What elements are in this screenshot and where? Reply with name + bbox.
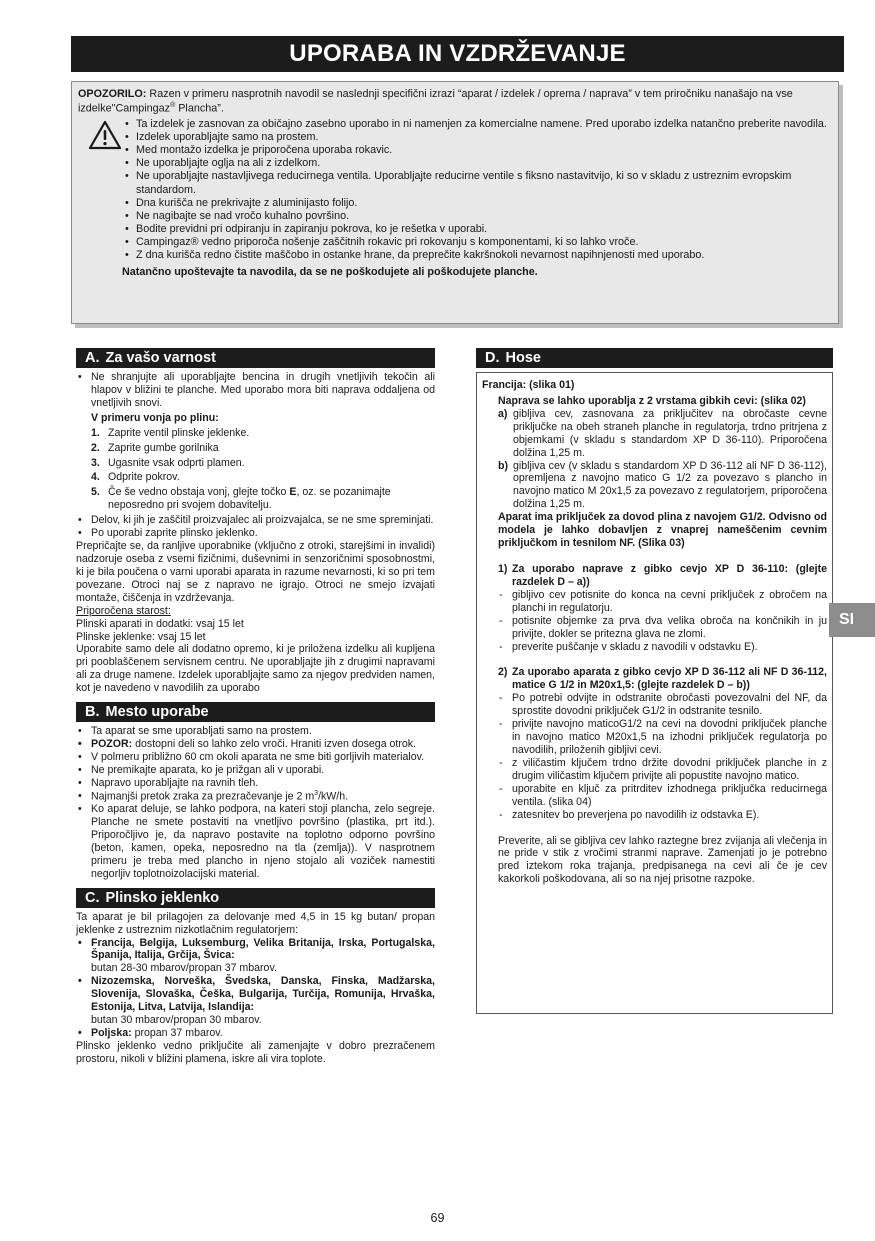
list-item: 1. Zaprite ventil plinske jeklenke. — [91, 426, 250, 439]
section-b-header: B. Mesto uporabe — [76, 702, 435, 722]
list-item: • Ta izdelek je zasnovan za običajno zasebno uporabo in ni namenjen za komercialne namene. Pred uporabo izdelka natančno preberite navodila. — [122, 118, 832, 131]
section-c-list — [76, 937, 435, 963]
list-item: • Bodite previdni pri odpiranju in zapiranju pokrova, ko je rešetka v uporabi. — [122, 223, 832, 236]
warning-final-note: Natančno upoštevajte ta navodila, da se ne poškodujete ali poškodujete planche. — [122, 265, 538, 278]
hose-procedure-2-title: 2) Za uporabo aparata z gibko cevjo XP D 36-112 ali NF D 36-112, matice G 1/2 in M20x1,5: (glejte razdelek D – b)) — [498, 666, 827, 692]
list-item: - privijte navojno maticoG1/2 na cevi na dovodni priključek planche in navojno matico M20x1,5 na izhodni priključek regulatorja po navodilih, priloženih gibljivi cevi. — [498, 718, 827, 757]
language-tab: SI — [829, 603, 875, 637]
list-item: b) gibljiva cev (v skladu s standardom XP D 36-112 ali NF D 36-112), opremljena z navojno matico G 1/2 za povezavo s plancho in navojno matico M 20x1,5 za povezavo z regulatorjem, priporočena dolžina 1,25 m. — [498, 459, 827, 511]
section-a-list-2 — [76, 514, 435, 540]
hose-procedure-2-list — [498, 692, 827, 821]
list-item: 5. Če še vedno obstaja vonj, glejte točko E, oz. se pozanimajte neposredno pri svojem dobavitelju. — [91, 486, 391, 512]
pressure-value: butan 28-30 mbarov/propan 37 mbarov. — [91, 962, 277, 975]
warning-intro: OPOZORILO: Razen v primeru nasprotnih navodil se naslednji specifični izrazi “aparat / izdelek / oprema / naprava” v tem priročniku nanašajo na vse izdelke"Campingaz® Plancha”. — [78, 88, 793, 115]
hose-types-list — [498, 408, 827, 511]
left-column — [76, 348, 435, 1066]
list-item: • Ne uporabljajte oglja na ali z izdelkom. — [122, 157, 832, 170]
list-item: - z viličastim ključem trdno držite dovodni priključek planche in z drugim viličastim ključem privijte ali popustite navojno matico. — [498, 757, 827, 783]
france-heading: Francija: (slika 01) — [482, 379, 575, 391]
list-item: 3. Ugasnite vsak odprti plamen. — [91, 456, 245, 469]
list-item: • Najmanjši pretok zraka za prezračevanje je 2 $m^3/kW/h$. — [76, 790, 435, 803]
list-item: • Ta aparat se sme uporabljati samo na prostem. — [76, 725, 435, 738]
list-item: • V polmeru približno 60 cm okoli aparata ne sme biti gorljivih materialov. — [76, 751, 435, 764]
list-item: - gibljivo cev potisnite do konca na cevni priključek z obročem na planchi in regulatorju. — [498, 589, 827, 615]
right-column — [476, 348, 833, 1014]
cylinder-outro: Plinsko jeklenko vedno priključite ali zamenjajte v dobro prezračenem prostoru, nikoli v bližini plamena, iskre ali vira toplote. — [76, 1039, 435, 1065]
list-item: • Ko aparat deluje, se lahko podpora, na kateri stoji plancha, zelo segreje. Planche ne smete postaviti na vnetljivo površino (plastika, prt itd.). Priporočljivo je, da napravo postavite na toplotno odporno površino (beton, kamen, opeka, neposredno na tla (zemlja)). V nasprotnem primeru je treba med plancho in njeno stojalo ali voziček namestiti negorljiv toplotnoizolacijski material. — [76, 803, 435, 881]
hose-closing-paragraph: Preverite, ali se gibljiva cev lahko raztegne brez zvijanja ali vlečenja in ne pride v stik z vročimi stranmi naprave. Zamenjati jo je potrebno pred iztekom roka trajanja, predpisanega na cevi ali če je cev kakorkoli poškodovana, ali so na njej prisotne razpoke. — [498, 834, 827, 886]
parts-paragraph: Uporabite samo dele ali dodatno opremo, ki je priložena izdelku ali kupljena pri pooblaščenem servisnem centru. Ne uporabljajte jih z drugimi napravami ali za druge namene. Izdelek uporabljajte samo za njegov predviden namen, kot je navedeno v navodilih za uporabo — [76, 643, 435, 695]
cylinder-intro: Ta aparat je bil prilagojen za delovanje med 4,5 in 15 kg butan/ propan jeklenke z ustreznim nizkotlačnim regulatorjem: — [76, 910, 435, 936]
section-c-header: C. Plinsko jeklenko — [76, 888, 435, 908]
list-item: 2. Zaprite gumbe gorilnika — [91, 441, 219, 454]
age-line: Plinske jeklenke: vsaj 15 let — [76, 630, 206, 643]
section-a-header: A. Za vašo varnost — [76, 348, 435, 368]
list-item: • Francija, Belgija, Luksemburg, Velika Britanija, Irska, Portugalska, Španija, Italija, Grčija, Švica: — [76, 937, 435, 963]
list-item: • POZOR: dostopni deli so lahko zelo vroči. Hraniti izven dosega otrok. — [76, 738, 435, 751]
section-a-list — [76, 371, 435, 410]
warning-box — [71, 81, 839, 324]
list-item: - Po potrebi odvijte in odstranite obročasti povezovalni del NF, da sprostite dovodni priključek G1/2 in odstranite tesnilo. — [498, 692, 827, 718]
list-item: - potisnite objemke za prva dva velika obroča na končnikih in ju privijte, dokler se pritezna glava ne zlomi. — [498, 615, 827, 641]
list-item: • Z dna kurišča redno čistite maščobo in ostanke hrane, da preprečite kakršnokoli nevarnost napihnjenosti med uporabo. — [122, 249, 832, 262]
hose-types-lead: Naprava se lahko uporablja z 2 vrstama gibkih cevi: (slika 02) — [498, 394, 806, 407]
list-item: • Napravo uporabljajte na ravnih tleh. — [76, 777, 435, 790]
warning-label: OPOZORILO: — [78, 88, 147, 100]
recommended-age-label: Priporočena starost: — [76, 604, 171, 617]
list-item: • Po uporabi zaprite plinsko jeklenko. — [76, 527, 435, 540]
age-line: Plinski aparati in dodatki: vsaj 15 let — [76, 617, 244, 630]
list-item: • Poljska: propan 37 mbarov. — [76, 1027, 435, 1040]
list-item: • Ne uporabljajte nastavljivega reducirnega ventila. Uporabljajte reducirne ventile s fiksno nastavitvijo, ki so v skladu z ustreznim evropskim standardom. — [122, 170, 832, 196]
list-item: - preverite puščanje v skladu z navodili v odstavku E). — [498, 641, 827, 654]
gas-smell-title: V primeru vonja po plinu: — [91, 411, 219, 424]
list-item: • Ne nagibajte se nad vročo kuhalno površino. — [122, 210, 832, 223]
hose-procedure-1-title: 1) Za uporabo naprave z gibko cevjo XP D 36-110: (glejte razdelek D – a)) — [498, 562, 827, 588]
list-item: • Ne shranjujte ali uporabljajte bencina in drugih vnetljivih tekočin ali hlapov v bližini te planche. Med uporabo mora biti naprava oddaljena od vnetljivih snovi. — [76, 371, 435, 410]
page-number: 69 — [430, 1211, 445, 1225]
list-item: • Nizozemska, Norveška, Švedska, Danska, Finska, Madžarska, Slovenija, Slovaška, Češka, Bulgarija, Turčija, Romunija, Hrvaška, Estonija, Litva, Latvija, Islandija: — [76, 975, 435, 1014]
warning-triangle-icon — [88, 120, 122, 150]
vulnerable-users-paragraph: Prepričajte se, da ranljive uporabnike (vključno z otroki, starejšimi in invalidi) nadzoruje oseba z vsemi fizičnimi, duševnimi in senzoričnimi sposobnostmi, ki je bila poučena o varni uporabi aparata in razume nevarnosti, ki so pri tem povezane. Otroci naj se z napravo ne igrajo. Otroci ne smejo izvajati montaže, čiščenja in vzdrževanja. — [76, 540, 435, 604]
section-b-list — [76, 725, 435, 881]
gas-smell-steps — [76, 427, 435, 513]
list-item: • Izdelek uporabljajte samo na prostem. — [122, 131, 832, 144]
list-item: • Campingaz® vedno priporoča nošenje zaščitnih rokavic pri rokovanju s komponentami, ki so lahko vroče. — [122, 236, 832, 249]
list-item: a) gibljiva cev, zasnovana za priključitev na obročaste cevne priključke na obeh straneh planche in regulatorja, trdno pritrjena z objemkami (v skladu s standardom XP D 36-110). Priporočena dolžina 1,25 m. — [498, 407, 827, 459]
list-item: • Med montažo izdelka je priporočena uporaba rokavic. — [122, 144, 832, 157]
list-item: • Delov, ki jih je zaščitil proizvajalec ali proizvajalca, se ne sme spreminjati. — [76, 514, 435, 527]
list-item: 4. Odprite pokrov. — [91, 471, 180, 484]
list-item: - zatesnitev bo preverjena po navodilih iz odstavka E). — [498, 809, 827, 822]
list-item: - uporabite en ključ za pritrditev izhodnega priključka reducirnega ventila. (slika 04) — [498, 783, 827, 809]
hose-procedure-1-list — [498, 589, 827, 654]
warning-list — [122, 118, 832, 263]
list-item: • Ne premikajte aparata, ko je prižgan ali v uporabi. — [76, 764, 435, 777]
page-title: UPORABA IN VZDRŽEVANJE — [71, 36, 844, 72]
hose-box — [476, 372, 833, 1014]
nf-connector-note: Aparat ima priključek za dovod plina z navojem G1/2. Odvisno od modela je lahko dobavljen z vnaprej nameščenim cevnim priključkom in tesnilom NF. (Slika 03) — [498, 511, 827, 550]
pressure-value: butan 30 mbarov/propan 30 mbarov. — [91, 1014, 262, 1027]
list-item: • Dna kurišča ne prekrivajte z aluminijasto folijo. — [122, 197, 832, 210]
section-d-header: D. Hose — [476, 348, 833, 368]
